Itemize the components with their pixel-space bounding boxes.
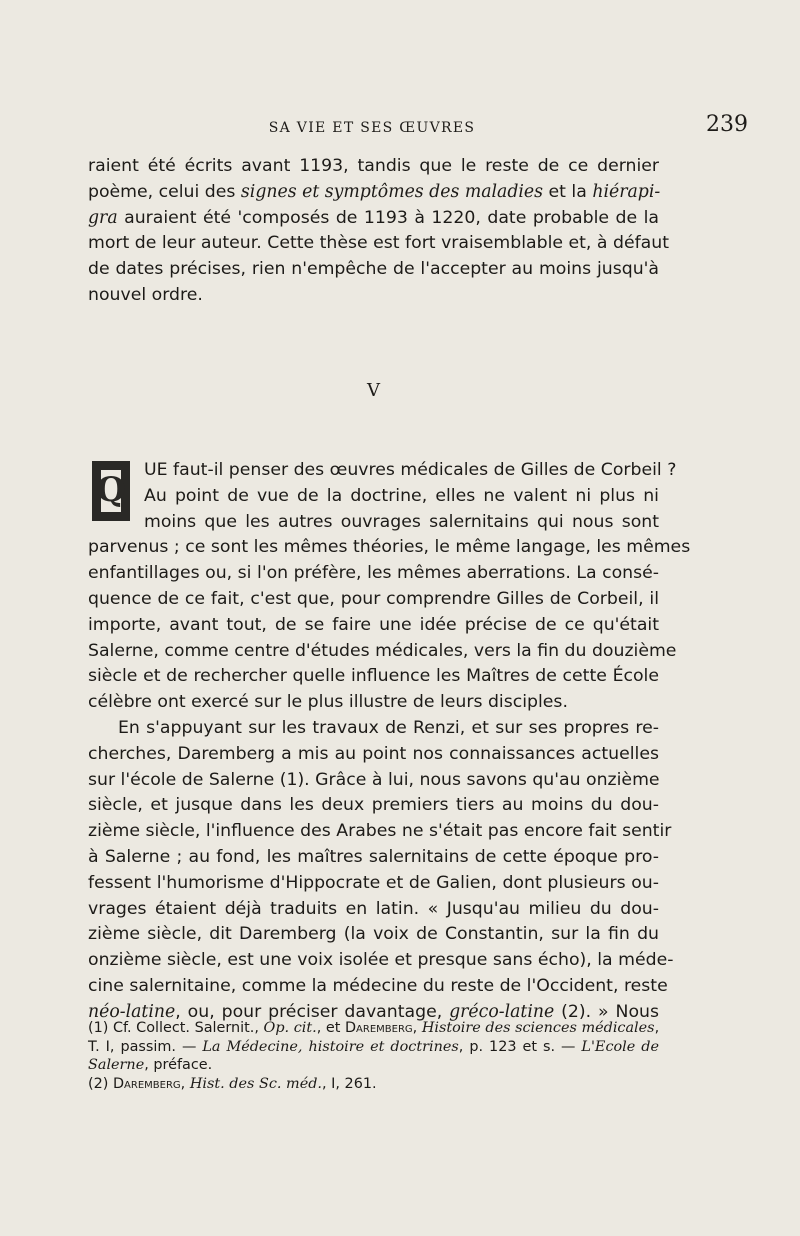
- italic-ref: L'Ecole de: [581, 1038, 659, 1055]
- italic-ref: Salerne: [88, 1057, 145, 1073]
- text-span: auraient été 'composés de 1193 à 1220, date probable de la: [117, 207, 659, 228]
- italic-term: gréco-latine: [449, 1001, 555, 1022]
- text-line: zième siècle, l'influence des Arabes ne s'était pas encore fait sentir: [88, 821, 672, 842]
- running-head: [86, 112, 748, 146]
- paragraph-1: [88, 154, 669, 309]
- text-line: parvenus ; ce sont les mêmes théories, le même langage, les mêmes: [88, 537, 691, 558]
- italic-ref: Histoire des sciences médicales: [421, 1020, 655, 1036]
- text-span: poème, celui des: [88, 181, 241, 202]
- text-span: , et: [316, 1020, 345, 1036]
- text-line: de dates précises, rien n'empêche de l'accepter au moins jusqu'à: [88, 259, 659, 280]
- text-line: importe, avant tout, de se faire une idée précise de ce qu'était: [88, 614, 659, 635]
- italic-title: hiérapi-: [592, 181, 661, 202]
- footnote-2: [88, 1075, 659, 1094]
- italic-title: signes et symptômes des maladies: [240, 181, 544, 202]
- italic-title: gra: [88, 207, 118, 228]
- text-line: enfantillages ou, si l'on préfère, les mêmes aberrations. La consé-: [88, 563, 659, 584]
- text-line: onzième siècle, est une voix isolée et presque sans écho), la méde-: [88, 950, 674, 971]
- footnote-1-line: [88, 1038, 659, 1057]
- text-span: , ou, pour préciser davantage,: [175, 1001, 450, 1022]
- text-span: (1) Cf. Collect. Salernit.,: [88, 1020, 264, 1036]
- text-line: raient été écrits avant 1193, tandis que le reste de ce dernier: [88, 156, 659, 176]
- italic-term: néo-latine: [88, 1001, 176, 1022]
- text-line: nouvel ordre.: [88, 284, 203, 305]
- paragraph-2: [88, 458, 691, 1026]
- text-line: cine salernitaine, comme la médecine du reste de l'Occident, reste: [88, 975, 668, 996]
- text-line: Au point de vue de la doctrine, elles ne valent ni plus ni: [144, 485, 659, 506]
- footnote-1-line: [88, 1019, 659, 1038]
- text-line: sur l'école de Salerne (1). Grâce à lui, nous savons qu'au onzième: [88, 769, 660, 790]
- text-span: ,: [654, 1020, 660, 1036]
- text-line: [88, 206, 659, 232]
- footnotes: [88, 1019, 659, 1093]
- text-line: zième siècle, dit Daremberg (la voix de Constantin, sur la fin du: [88, 924, 659, 945]
- text-span: (2): [88, 1075, 113, 1092]
- text-line: moins que les autres ouvrages salernitains qui nous sont: [144, 511, 659, 532]
- text-span: et la: [543, 181, 593, 202]
- author-name: Daremberg: [344, 1020, 413, 1036]
- italic-ref: Hist. des Sc. méd.: [189, 1075, 322, 1092]
- text-line: à Salerne ; au fond, les maîtres salernitains de cette époque pro-: [88, 846, 659, 867]
- text-span: , préface.: [144, 1057, 213, 1073]
- text-line: célèbre ont exercé sur le plus illustre de leurs disciples.: [88, 692, 568, 713]
- italic-ref: La Médecine, histoire et doctrines: [202, 1038, 459, 1055]
- text-span: , p. 123 et s. —: [458, 1038, 582, 1055]
- author-name: Daremberg: [112, 1075, 181, 1092]
- running-title: SA VIE ET SES ŒUVRES: [268, 120, 476, 136]
- text-span: , I, 261.: [322, 1075, 377, 1092]
- text-line: siècle, et jusque dans les deux premiers tiers au moins du dou-: [88, 795, 659, 816]
- text-span: (2). » Nous: [554, 1001, 659, 1022]
- text-line: vrages étaient déjà traduits en latin. « Jusqu'au milieu du dou-: [88, 898, 659, 919]
- text-span: ,: [180, 1075, 190, 1092]
- text-line: cherches, Daremberg a mis au point nos connaissances actuelles: [88, 743, 659, 764]
- text-line: Salerne, comme centre d'études médicales, vers la fin du douzième: [88, 640, 677, 661]
- section-number: V: [367, 380, 380, 401]
- text-line: mort de leur auteur. Cette thèse est fort vraisemblable et, à défaut: [88, 233, 669, 254]
- text-line: UE faut-il penser des œuvres médicales de Gilles de Corbeil ?: [144, 460, 677, 480]
- page-number: 239: [706, 112, 748, 137]
- text-line: quence de ce fait, c'est que, pour comprendre Gilles de Corbeil, il: [88, 588, 659, 609]
- text-span: ,: [412, 1020, 422, 1036]
- footnote-1-line: [88, 1056, 659, 1075]
- italic-ref: Op. cit.: [263, 1020, 317, 1036]
- text-line: fessent l'humorisme d'Hippocrate et de Galien, dont plusieurs ou-: [88, 872, 659, 893]
- text-line: siècle et de rechercher quelle influence les Maîtres de cette École: [88, 666, 659, 687]
- text-span: T. I, passim. —: [88, 1038, 203, 1055]
- text-line: [88, 180, 659, 206]
- text-line: En s'appuyant sur les travaux de Renzi, et sur ses propres re-: [118, 717, 659, 738]
- initial-letter: Q: [96, 470, 126, 510]
